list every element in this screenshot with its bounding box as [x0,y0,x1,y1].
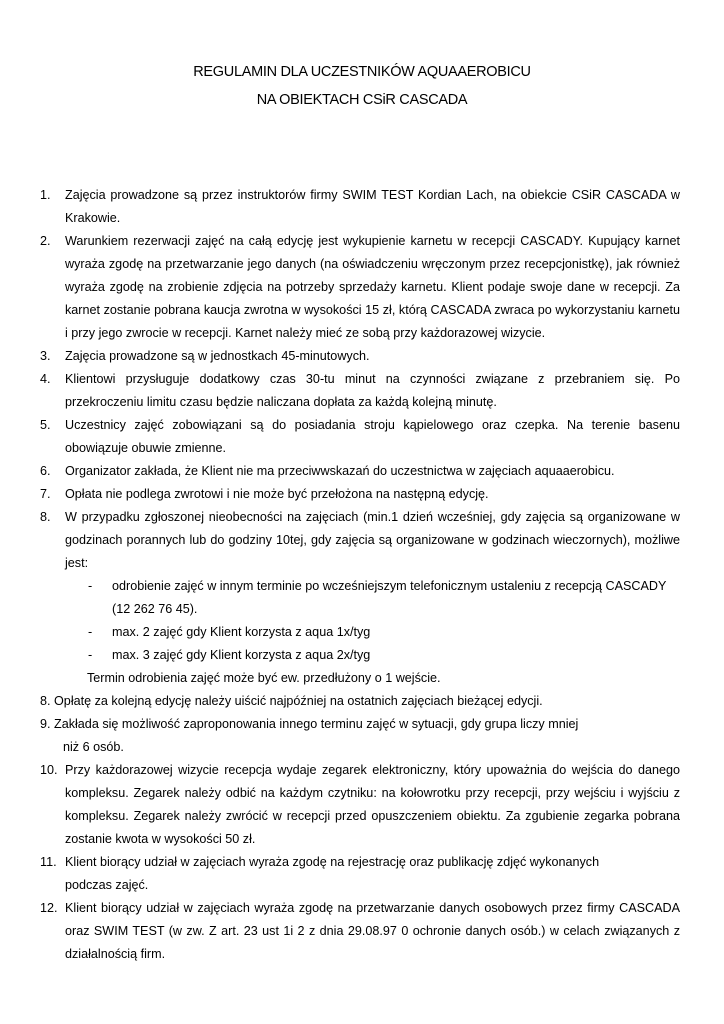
rule-text: W przypadku zgłoszonej nieobecności na zajęciach (min.1 dzień wcześniej, gdy zajęcia są organizowane w godzinach porannych lub do godziny 10tej, gdy zajęcia są organizowane w godzinach wieczornych), możliwe jest: [65,510,680,570]
rule-text: w Krakowie. [65,188,680,225]
rule-text: Zajęcia prowadzone są w jednostkach 45-minutowych. [65,349,370,363]
rule-item-2 [40,230,680,345]
document-subtitle: NA OBIEKTACH CSiR CASCADA [256,92,468,108]
rule-text: , na obiekcie [493,188,572,202]
document-title: REGULAMIN DLA UCZESTNIKÓW AQUAAEROBICU [193,64,531,80]
rule-text-continued: podczas zajęć. [65,878,149,892]
rule-item-3 [40,345,680,368]
rule-item-5 [40,414,680,460]
rule-text: Klient biorący udział w zajęciach wyraża zgodę na rejestrację oraz publikację zdjęć wykonanych [65,855,600,869]
rule-item-8 [40,506,680,575]
rule-item-4 [40,368,680,414]
rule-number: 7. [40,487,51,501]
rule-number: 5. [40,418,51,432]
sub-item-2 [40,621,680,644]
sub-item-1 [40,575,680,621]
rule-text: Zajęcia prowadzone są przez instruktorów firmy [65,188,343,202]
rule-item-6 [40,460,680,483]
rule-number: 10. [40,763,58,777]
sub-item-text: max. 3 zajęć gdy Klient korzysta z aqua 2x/tyg [112,648,371,662]
dash-bullet: - [88,625,93,639]
rule-number: 4. [40,372,51,386]
rule-text: Zakłada się możliwość zaproponowania innego terminu zajęć w sytuacji, gdy grupa liczy mniej [54,717,579,731]
sub-item-text: max. 2 zajęć gdy Klient korzysta z aqua 1x/tyg [112,625,371,639]
rule-text-continued: niż 6 osób. [63,740,124,754]
sub-item-3 [40,644,680,667]
rule-text: Opłata nie podlega zwrotowi i nie może być przełożona na następną edycję. [65,487,489,501]
dash-bullet: - [88,648,93,662]
rule-item-1 [40,184,680,230]
rule-text: Przy każdorazowej wizycie recepcja wydaje zegarek elektroniczny, który upoważnia do wejścia do danego kompleksu. Zegarek należy odbić na każdym czytniku: na kołowrotku przy recepcji, przy wejściu i wyjściu z kompleksu. Zegarek należy zwrócić w recepcji przed opuszczeniem obiektu. Za zgubienie zegarka pobrana zostanie kwota w wysokości 50 zł. [65,763,680,846]
rule-number: 2. [40,234,51,248]
rule-number: 11. [40,855,57,869]
rule-note: Termin odrobienia zajęć może być ew. przedłużony o 1 wejście. [87,671,441,685]
venue-name: CSiR CASCADA [571,188,667,202]
rule-number: 8. [40,694,51,708]
rule-item-9 [40,713,680,759]
rule-number: 3. [40,349,51,363]
rule-number: 6. [40,464,51,478]
rule-number: 8. [40,510,51,524]
rule-number: 1. [40,188,51,202]
sub-item-text: odrobienie zajęć w innym terminie po wcześniejszym telefonicznym ustaleniu z recepcją CASCADY (12 262 76 45). [112,579,667,616]
rule-text: Uczestnicy zajęć zobowiązani są do posiadania stroju kąpielowego oraz czepka. Na terenie basenu obowiązuje obuwie zmienne. [65,418,680,455]
dash-bullet: - [88,579,93,593]
rule-item-12 [40,897,680,966]
rule-text: Warunkiem rezerwacji zajęć na całą edycję jest wykupienie karnetu w recepcji CASCADY. Kupujący karnet wyraża zgodę na przetwarzanie jego danych (na oświadczeniu wręczonym przez recepcjonistkę), jak również wyraża zgodę na zrobienie zdjęcia na potrzeby sprzedaży karnetu. Klient podaje swoje dane w recepcji. Za karnet zostanie pobrana kaucja zwrotna w wysokości 15 zł, którą CASCADA zwraca po wykorzystaniu karnetu i przy jego zwrocie w recepcji. Karnet należy mieć ze sobą przy każdorazowej wizycie. [65,234,680,340]
rule-item-7 [40,483,680,506]
rule-text: Klient biorący udział w zajęciach wyraża zgodę na przetwarzanie danych osobowych przez firmy CASCADA oraz SWIM TEST (w zw. Z art. 23 ust 1i 2 z dnia 29.08.97 0 ochronie danych osób.) w celach związanych z działalnością firm. [65,901,680,961]
rule-text: Opłatę za kolejną edycję należy uiścić najpóźniej na ostatnich zajęciach bieżącej edycji. [54,694,543,708]
rules-list [40,184,680,966]
rule-number: 9. [40,717,51,731]
rule-text: Klientowi przysługuje dodatkowy czas 30-tu minut na czynności związane z przebraniem się. Po przekroczeniu limitu czasu będzie naliczana dopłata za każdą kolejną minutę. [65,372,680,409]
rule-text: Organizator zakłada, że Klient nie ma przeciwwskazań do uczestnictwa w zajęciach aquaaerobicu. [65,464,615,478]
rule-item-8b [40,690,680,713]
rule-number: 12. [40,901,58,915]
company-name: SWIM TEST Kordian Lach [342,188,494,202]
rule-item-10 [40,759,680,851]
rule-item-11 [40,851,680,897]
